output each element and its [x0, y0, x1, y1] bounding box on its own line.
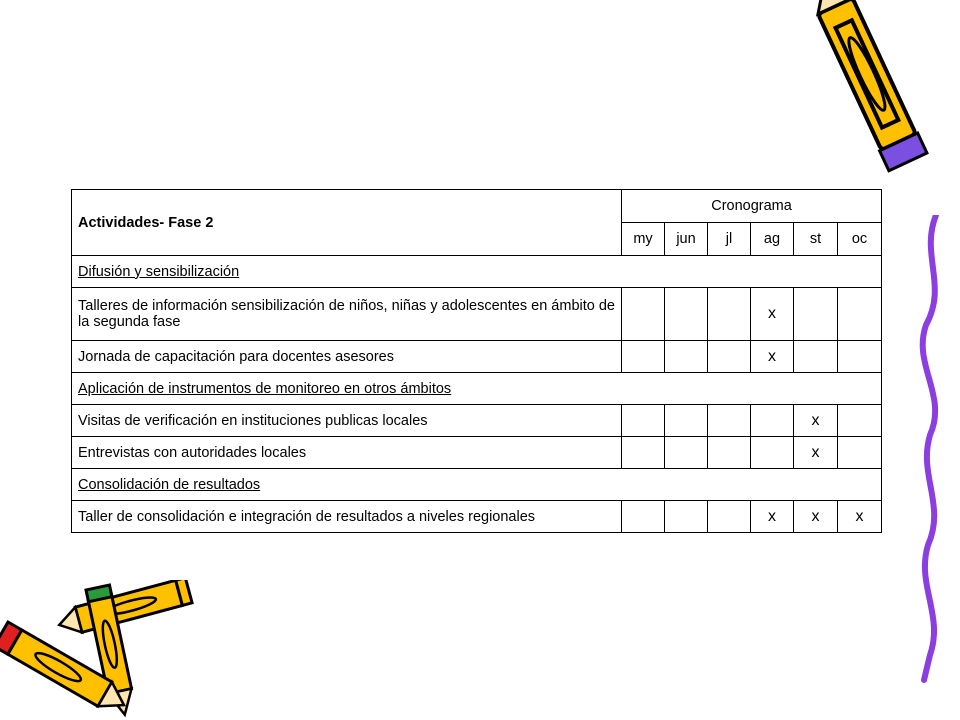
section-label: Consolidación de resultados — [72, 469, 882, 501]
schedule-cell — [708, 437, 751, 469]
schedule-cell — [622, 437, 665, 469]
schedule-cell — [622, 501, 665, 533]
schedule-cell: x — [751, 341, 794, 373]
table-row — [72, 501, 882, 533]
schedule-cell — [751, 437, 794, 469]
activity-label: Visitas de verificación en instituciones publicas locales — [72, 405, 622, 437]
month-header: oc — [838, 223, 882, 256]
activity-label: Entrevistas con autoridades locales — [72, 437, 622, 469]
schedule-cell — [665, 405, 708, 437]
activities-schedule-table — [71, 189, 882, 533]
activity-label: Talleres de información sensibilización de niños, niñas y adolescentes en ámbito de la segunda fase — [72, 288, 622, 341]
schedule-cell — [622, 341, 665, 373]
section-row — [72, 469, 882, 501]
schedule-cell — [838, 341, 882, 373]
section-label: Aplicación de instrumentos de monitoreo en otros ámbitos — [72, 373, 882, 405]
schedule-cell — [708, 501, 751, 533]
table-row — [72, 288, 882, 341]
schedule-cell — [751, 405, 794, 437]
table-row — [72, 437, 882, 469]
month-header: ag — [751, 223, 794, 256]
month-header: my — [622, 223, 665, 256]
squiggle-decoration — [900, 215, 960, 685]
month-header: st — [794, 223, 838, 256]
month-header: jun — [665, 223, 708, 256]
schedule-cell — [794, 288, 838, 341]
activity-label: Taller de consolidación e integración de resultados a niveles regionales — [72, 501, 622, 533]
schedule-cell — [665, 437, 708, 469]
section-row — [72, 373, 882, 405]
schedule-cell — [622, 288, 665, 341]
schedule-cell — [838, 405, 882, 437]
section-row — [72, 256, 882, 288]
schedule-cell — [622, 405, 665, 437]
pencil-icon — [0, 612, 145, 717]
schedule-cell — [665, 288, 708, 341]
schedule-cell: x — [794, 405, 838, 437]
table-row — [72, 341, 882, 373]
table-row — [72, 405, 882, 437]
schedule-cell: x — [794, 501, 838, 533]
month-header: jl — [708, 223, 751, 256]
schedule-header: Cronograma — [622, 190, 882, 223]
schedule-cell: x — [751, 288, 794, 341]
schedule-cell — [708, 341, 751, 373]
schedule-cell — [838, 288, 882, 341]
schedule-cell: x — [751, 501, 794, 533]
schedule-cell — [838, 437, 882, 469]
schedule-cell — [708, 405, 751, 437]
activity-label: Jornada de capacitación para docentes asesores — [72, 341, 622, 373]
schedule-cell — [665, 341, 708, 373]
table-title: Actividades- Fase 2 — [72, 190, 622, 256]
schedule-cell — [794, 341, 838, 373]
section-label: Difusión y sensibilización — [72, 256, 882, 288]
schedule-cell — [665, 501, 708, 533]
schedule-cell: x — [794, 437, 838, 469]
schedule-cell: x — [838, 501, 882, 533]
schedule-cell — [708, 288, 751, 341]
